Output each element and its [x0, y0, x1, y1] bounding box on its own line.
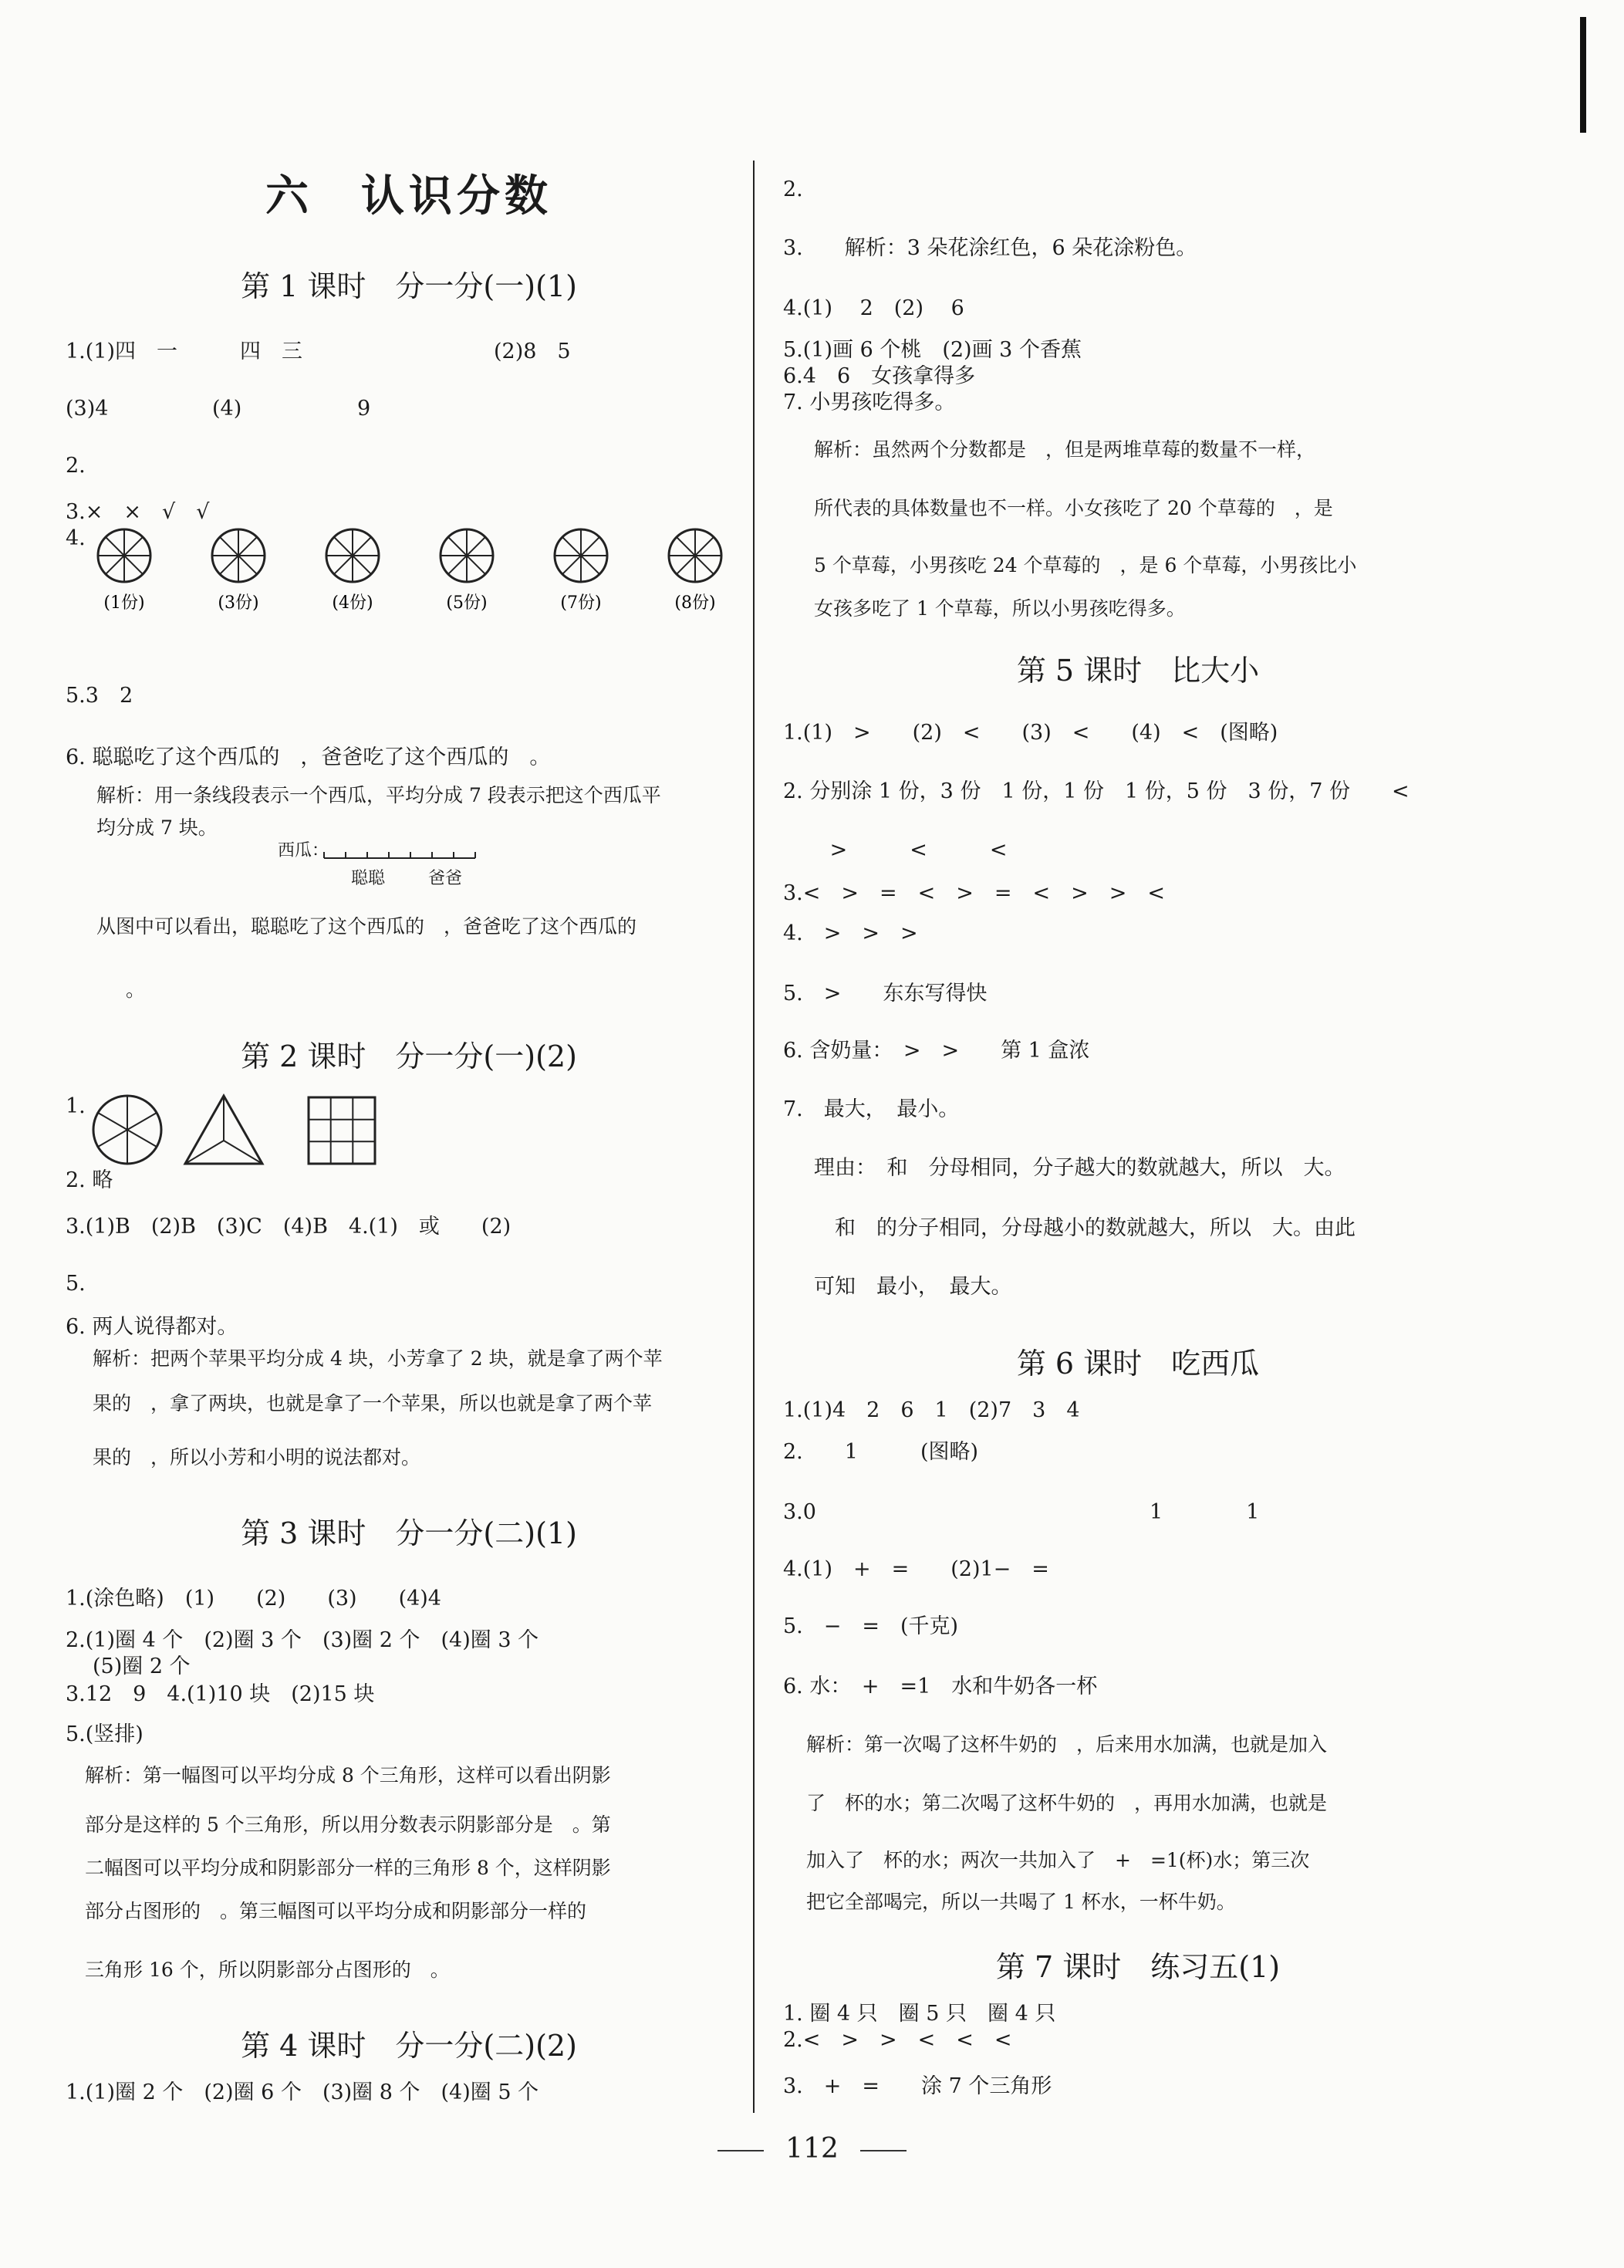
l6-q4: 4.(1) + = (2)1− =: [783, 1557, 1049, 1581]
lesson-3-heading: 第 3 课时 分一分(二)(1): [241, 1516, 577, 1550]
l4-q3: 3. 解析：3 朵花涂红色，6 朵花涂粉色。: [783, 236, 1197, 260]
l5-q3: 3.< > = < > = < > > <: [783, 881, 1165, 905]
l3-q5-exp-4: 部分占图形的 。第三幅图可以平均分成和阴影部分一样的: [85, 1900, 587, 1922]
lesson-1-heading: 第 1 课时 分一分(一)(1): [241, 269, 577, 303]
l1-q6-exp-1: 解析：用一条线段表示一个西瓜，平均分成 7 段表示把这个西瓜平: [96, 784, 661, 806]
l1-q1-d: (4): [212, 397, 242, 421]
l4-q6: 6.4 6 女孩拿得多: [783, 364, 976, 388]
lesson-4-heading: 第 4 课时 分一分(二)(2): [241, 2029, 577, 2063]
l4-q4: 4.(1) 2 (2) 6: [783, 296, 964, 320]
l3-q5: 5.(竖排): [66, 1722, 143, 1746]
l1-q2: 2.: [66, 454, 86, 478]
divided-wheel-figure: [212, 529, 265, 613]
melon-label-baba: 爸爸: [428, 869, 463, 888]
l1-q1-e: 9: [357, 397, 371, 421]
l7-q1: 1. 圈 4 只 圈 5 只 圈 4 只: [783, 2002, 1056, 2026]
l1-q6: 6. 聪聪吃了这个西瓜的 ，爸爸吃了这个西瓜的 。: [66, 745, 551, 769]
l1-q4: 4.: [66, 526, 86, 550]
l3-q5-exp-3: 二幅图可以平均分成和阴影部分一样的三角形 8 个，这样阴影: [85, 1857, 611, 1879]
l5-q2-b: > < <: [802, 838, 1008, 862]
chapter-title: 六 认识分数: [265, 171, 552, 221]
l5-q2: 2. 分别涂 1 份，3 份 1 份，1 份 1 份，5 份 3 份，7 份 <: [783, 779, 1410, 803]
divided-wheel-figure: [98, 529, 150, 613]
melon-label: 西瓜：: [278, 841, 329, 860]
l2-q6: 6. 两人说得都对。: [66, 1315, 238, 1339]
l4-q7: 7. 小男孩吃得多。: [783, 390, 956, 414]
l3-q5-exp-1: 解析：第一幅图可以平均分成 8 个三角形，这样可以看出阴影: [85, 1764, 611, 1786]
l1-q1-c: (3)4: [66, 397, 109, 421]
l6-q6-exp-3: 加入了 杯的水；两次一共加入了 + =1(杯)水；第三次: [806, 1849, 1310, 1871]
lesson-2-heading: 第 2 课时 分一分(一)(2): [241, 1039, 577, 1073]
l1-q3: 3.× × √ √: [66, 500, 210, 524]
l5-q7-reason-2: 和 的分子相同，分母越小的数就越大，所以 大。由此: [814, 1216, 1356, 1240]
l5-q7-reason-3: 可知 最小， 最大。: [814, 1275, 1012, 1299]
l3-q2-b: (5)圈 2 个: [93, 1655, 191, 1678]
l2-q1: 1.: [66, 1094, 86, 1118]
l3-q2: 2.(1)圈 4 个 (2)圈 3 个 (3)圈 2 个 (4)圈 3 个: [66, 1628, 539, 1652]
l3-q3: 3.12 9 4.(1)10 块 (2)15 块: [66, 1682, 375, 1706]
wheel-label: (5份): [446, 593, 488, 613]
wheel-label: (7份): [560, 593, 602, 613]
l4-q7-exp-1: 解析：虽然两个分数都是 ，但是两堆草莓的数量不一样，: [814, 438, 1316, 461]
column-divider: [753, 161, 755, 2113]
l3-q1: 1.(涂色略) (1) (2) (3) (4)4: [66, 1587, 441, 1611]
wheel-label: (8份): [674, 593, 716, 613]
page-edge-bar: [1580, 17, 1586, 133]
l1-q6-exp-3: 从图中可以看出，聪聪吃了这个西瓜的 ，爸爸吃了这个西瓜的: [96, 915, 637, 938]
l4-q1: 1.(1)圈 2 个 (2)圈 6 个 (3)圈 8 个 (4)圈 5 个: [66, 2080, 539, 2104]
l5-q5: 5. > 东东写得快: [783, 982, 988, 1006]
l5-q4: 4. > > >: [783, 921, 918, 945]
l4-q5: 5.(1)画 6 个桃 (2)画 3 个香蕉: [783, 338, 1082, 362]
l6-q1: 1.(1)4 2 6 1 (2)7 3 4: [783, 1398, 1080, 1422]
l3-q5-exp-5: 三角形 16 个，所以阴影部分占图形的 。: [85, 1959, 450, 1981]
wheel-label: (4份): [332, 593, 373, 613]
melon-label-congcong: 聪聪: [351, 869, 386, 888]
wheel-label: (3份): [218, 593, 259, 613]
l6-q6-exp-4: 把它全部喝完，所以一共喝了 1 杯水，一杯牛奶。: [806, 1891, 1236, 1913]
l4-q7-exp-4: 女孩多吃了 1 个草莓，所以小男孩吃得多。: [814, 597, 1186, 620]
l1-q5: 5.3 2: [66, 684, 133, 708]
l1-q6-exp-4: 。: [126, 979, 146, 1001]
page-number: 112: [0, 2133, 1624, 2165]
l6-q6-exp-2: 了 杯的水；第二次喝了这杯牛奶的 ，再用水加满，也就是: [806, 1792, 1328, 1814]
l6-q2: 2. 1 (图略): [783, 1440, 979, 1464]
l7-q2: 2.< > > < < <: [783, 2028, 1012, 2052]
divided-wheel-figure: [669, 529, 721, 613]
l2-shapes: [89, 1093, 428, 1170]
divided-wheel-figure: [555, 529, 607, 613]
l3-q5-exp-2: 部分是这样的 5 个三角形，所以用分数表示阴影部分是 。第: [85, 1813, 611, 1836]
l4-q7-exp-2: 所代表的具体数量也不一样。小女孩吃了 20 个草莓的 ，是: [814, 497, 1333, 519]
divided-grid-figure: [309, 1097, 375, 1164]
l5-q1: 1.(1) > (2) < (3) < (4) < (图略): [783, 721, 1278, 745]
wheel-label: (1份): [103, 593, 145, 613]
l5-q7: 7. 最大， 最小。: [783, 1097, 960, 1121]
l2-q3: 3.(1)B (2)B (3)C (4)B 4.(1) 或 (2): [66, 1215, 512, 1239]
l2-q6-exp-2: 果的 ，拿了两块，也就是拿了一个苹果，所以也就是拿了两个苹: [93, 1392, 653, 1415]
l6-q3: 3.0 1 1: [783, 1500, 1260, 1524]
divided-wheel-figure: [326, 529, 379, 613]
l7-q3: 3. + = 涂 7 个三角形: [783, 2074, 1052, 2098]
wheel-figures: [95, 526, 716, 613]
l4-q7-exp-3: 5 个草莓，小男孩吃 24 个草莓的 ，是 6 个草莓，小男孩比小: [814, 554, 1357, 576]
l5-q7-reason-1: 理由： 和 分母相同，分子越大的数就越大，所以 大。: [814, 1156, 1345, 1180]
l2-q6-exp-1: 解析：把两个苹果平均分成 4 块，小芳拿了 2 块，就是拿了两个苹: [93, 1347, 663, 1370]
l2-q6-exp-3: 果的 ，所以小芳和小明的说法都对。: [93, 1446, 421, 1469]
divided-wheel-figure: [441, 529, 493, 613]
l6-q5: 5. − = (千克): [783, 1614, 959, 1638]
l6-q6: 6. 水： + =1 水和牛奶各一杯: [783, 1675, 1098, 1698]
l1-q1: 1.(1)四 一 四 三: [66, 340, 303, 363]
l1-q6-exp-2: 均分成 7 块。: [96, 816, 218, 839]
lesson-6-heading: 第 6 课时 吃西瓜: [1016, 1347, 1260, 1381]
l2-q5: 5.: [66, 1272, 86, 1296]
l1-q1-b: (2)8 5: [494, 340, 571, 363]
l4-q2: 2.: [783, 177, 803, 201]
l2-q2: 2. 略: [66, 1168, 113, 1192]
lesson-5-heading: 第 5 课时 比大小: [1016, 654, 1260, 688]
l6-q6-exp-1: 解析：第一次喝了这杯牛奶的 ，后来用水加满，也就是加入: [806, 1733, 1328, 1756]
l5-q6: 6. 含奶量： > > 第 1 盒浓: [783, 1039, 1090, 1063]
lesson-7-heading: 第 7 课时 练习五(1): [995, 1950, 1281, 1984]
